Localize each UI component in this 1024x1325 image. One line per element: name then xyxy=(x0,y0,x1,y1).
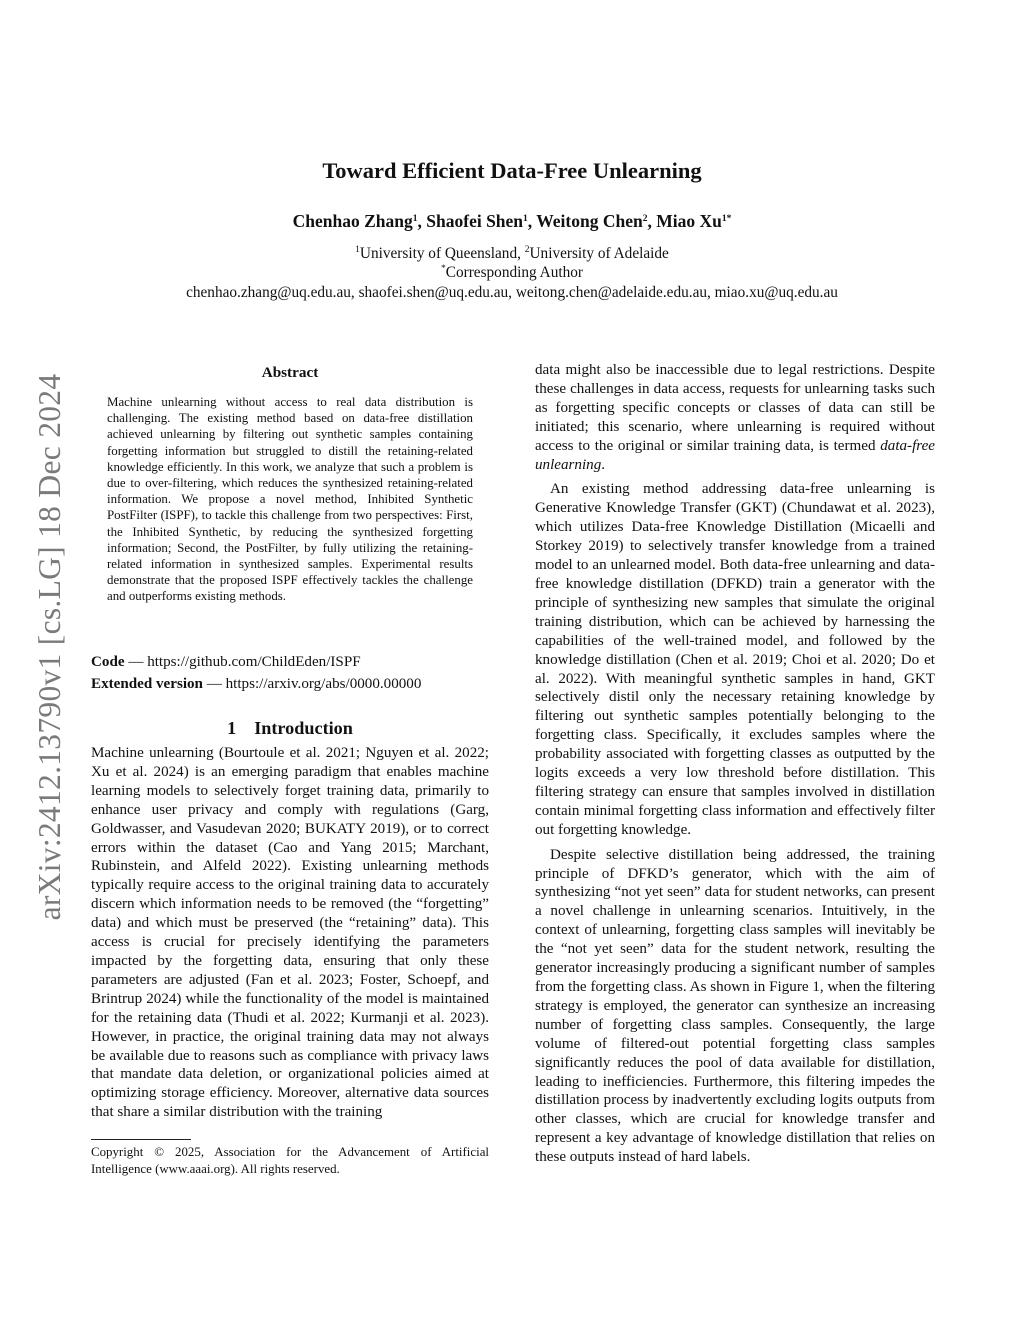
extended-version-link[interactable]: https://arxiv.org/abs/0000.00000 xyxy=(225,676,422,692)
author-separator: , xyxy=(647,211,657,231)
affiliation-text: University of Queensland, xyxy=(359,245,525,262)
affiliation-mark: 1 xyxy=(355,245,360,255)
section-heading xyxy=(91,718,489,739)
author-affiliation-mark: 1* xyxy=(721,214,732,224)
right-column xyxy=(535,361,935,1167)
author-name: Weitong Chen xyxy=(536,211,643,231)
author-name: Shaofei Shen xyxy=(426,211,524,231)
author-affiliation-mark: 1 xyxy=(412,214,418,224)
arxiv-identifier: arXiv:2412.13790v1 [cs.LG] 18 Dec 2024 xyxy=(32,373,67,921)
author-emails: chenhao.zhang@uq.edu.au, shaofei.shen@uq.edu.au, weitong.chen@adelaide.edu.au, miao.xu@uq.edu.au xyxy=(186,284,838,301)
author-separator: , xyxy=(527,211,537,231)
affiliations-line xyxy=(0,244,1024,263)
paragraph-end: . xyxy=(601,456,606,473)
paper-links xyxy=(91,651,489,695)
code-link[interactable]: https://github.com/ChildEden/ISPF xyxy=(147,654,361,670)
corresponding-author-note xyxy=(0,263,1024,282)
corresponding-mark: * xyxy=(441,264,446,274)
paper-title: Toward Efficient Data-Free Unlearning xyxy=(322,158,702,183)
affiliation-text: University of Adelaide xyxy=(529,245,669,262)
emphasized-term: data-free unlearning xyxy=(535,437,935,473)
extended-version-line xyxy=(91,673,489,695)
code-separator: — xyxy=(124,654,148,670)
extended-version-label: Extended version xyxy=(91,676,203,692)
affiliation-mark: 2 xyxy=(524,245,530,255)
abstract-body: Machine unlearning without access to real data distribution is challenging. The existing method based on data-free distillation achieved unlearning by filtering out synthetic samples containing forgetting information but struggled to distill the retaining-related knowledge efficiently. In this work, we analyze that such a problem is due to over-filtering, which reduces the synthesized retaining-related information. We propose a novel method, Inhibited Synthetic PostFilter (ISPF), to tackle this challenge from two perspectives: First, the Inhibited Synthetic, by reducing the synthesized forgetting information; Second, the PostFilter, by fully utilizing the retaining-related information in synthesized samples. Experimental results demonstrate that the proposed ISPF effectively tackles the challenge and outperforms existing methods. xyxy=(107,395,473,604)
introduction-left-column xyxy=(91,744,489,1122)
author-affiliation-mark: 2 xyxy=(642,214,648,224)
code-label: Code xyxy=(91,654,125,670)
arxiv-identifier-sidebar xyxy=(28,352,72,942)
extended-version-separator: — xyxy=(202,676,226,692)
copyright-footnote: Copyright © 2025, Association for the Advancement of Artificial Intelligence (www.aaai.org). All rights reserved. xyxy=(91,1145,489,1176)
section-number: 1 xyxy=(227,718,237,738)
author-affiliation-mark: 1 xyxy=(523,214,528,224)
corresponding-text: Corresponding Author xyxy=(445,264,583,281)
right-paragraph-1 xyxy=(535,361,935,474)
right-paragraph-3: Despite selective distillation being addressed, the training principle of DFKD’s generator, which with the aim of synthesizing “not yet seen” data for student networks, can present a novel challenge in unlearning scenarios. Intuitively, in the context of unlearning, forgetting class samples will inevitably be the “not yet seen” data for the student network, resulting the generator increasingly producing a significant number of samples from the forgetting class. As shown in Figure 1, when the filtering strategy is employed, the generator can synthesize an increasing number of forgetting class samples. Consequently, the large volume of filtered-out potential forgetting class samples significantly reduces the pool of data available for distillation, leading to inefficiencies. Furthermore, this filtering impedes the distillation process by inadvertently excluding logits outputs from other classes, which are crucial for knowledge transfer and represent a key advantage of knowledge distillation that relies on these outputs instead of hard labels. xyxy=(535,846,935,1166)
intro-paragraph: Machine unlearning (Bourtoule et al. 2021; Nguyen et al. 2022; Xu et al. 2024) is an emerging paradigm that enables machine learning models to selectively forget training data, primarily to enhance user privacy and comply with regulations (Garg, Goldwasser, and Vasudevan 2020; BUKATY 2019), or to correct errors within the dataset (Cao and Yang 2015; Marchant, Rubinstein, and Alfeld 2022). Existing unlearning methods typically require access to the original training data to accurately discern which information needs to be removed (the “forgetting” data) and which must be preserved (the “retaining” data). This access is crucial for precisely identifying the parameters impacted by the forgetting data, ensuring that only these parameters are adjusted (Fan et al. 2023; Foster, Schoepf, and Brintrup 2024) while the functionality of the model is maintained for the retaining data (Thudi et al. 2022; Kurmanji et al. 2023). However, in practice, the original training data may not always be available due to reasons such as compliance with privacy laws that mandate data deletion, or organizational policies aimed at optimizing storage efficiency. Moreover, alternative data sources that share a similar distribution with the training xyxy=(91,745,489,1121)
code-link-line xyxy=(91,651,489,673)
author-name: Chenhao Zhang xyxy=(292,211,413,231)
paragraph-text: data might also be inaccessible due to legal restrictions. Despite these challenges in data access, requests for unlearning tasks such as forgetting specific concepts or classes of data can still be initiated; this scenario, where unlearning is required without access to the original or similar training data, is termed xyxy=(535,362,935,454)
author-list xyxy=(0,211,1024,232)
abstract-heading: Abstract xyxy=(261,364,319,381)
author-name: Miao Xu xyxy=(656,211,722,231)
section-title: Introduction xyxy=(254,718,353,738)
right-paragraph-2: An existing method addressing data-free unlearning is Generative Knowledge Transfer (GKT) (Chundawat et al. 2023), which utilizes Data-free Knowledge Distillation (Micaelli and Storkey 2019) to selectively transfer knowledge from a trained model to an unlearned model. Both data-free unlearning and data-free knowledge distillation (DFKD) train a generator with the principle of synthesizing new samples that simulate the original training distribution, which can be achieved by harnessing the capabilities of the well-trained model, and followed by the knowledge distillation (Chen et al. 2019; Choi et al. 2020; Do et al. 2022). With meaningful synthetic samples in hand, GKT selectively distil only the necessary retaining knowledge by filtering out synthetic samples potentially belonging to the forgetting class. Specifically, it excludes samples where the probability associated with forgetting classes as outputted by the logits exceeds a very low threshold before distillation. This filtering strategy can ensure that samples involved in distillation contain minimal forgetting class information and effectively filter out forgetting knowledge. xyxy=(535,481,935,838)
footnote-rule xyxy=(91,1139,191,1140)
author-separator: , xyxy=(417,211,427,231)
